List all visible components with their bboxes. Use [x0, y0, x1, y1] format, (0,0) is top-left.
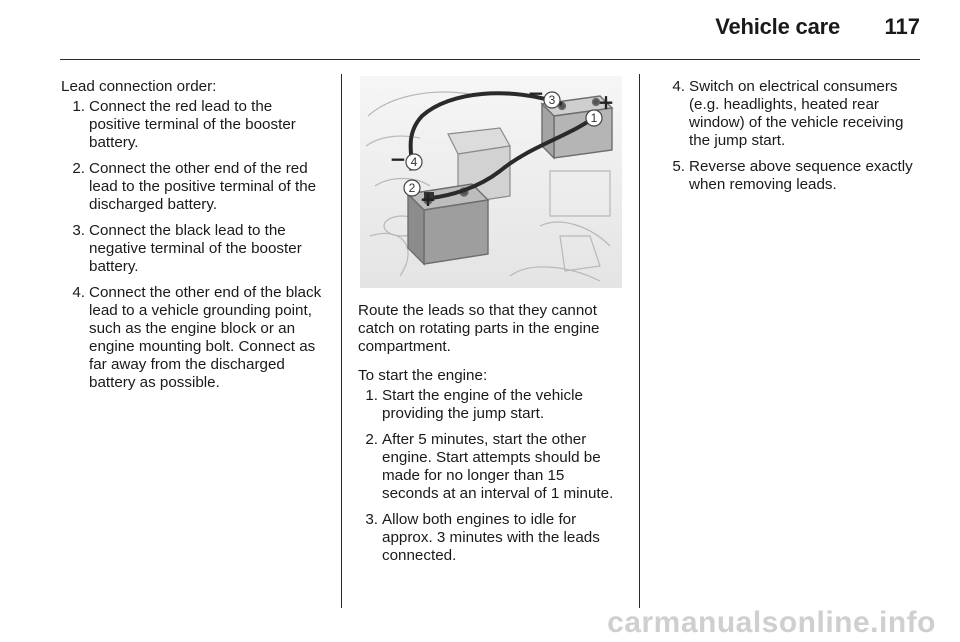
step-text: Connect the other end of the black lead to a vehicle grounding point, such as the engine block or an engine mounting bolt. Connect as far away from the discharged battery as possible. [89, 284, 322, 391]
step-text: Connect the other end of the red lead to the positive terminal of the discharged battery. [89, 160, 317, 213]
column-divider-right [639, 74, 640, 608]
step-number: 3. [365, 511, 378, 528]
engine-bay-drawing [360, 76, 622, 288]
header-page-number: 117 [884, 14, 920, 39]
callout-3 [544, 92, 560, 108]
step-text: Switch on electrical consumers (e.g. headlights, heated rear window) of the vehicle receiving the jump start. [689, 78, 904, 149]
continued-steps [665, 78, 927, 194]
svg-text:4: 4 [410, 155, 418, 169]
step-number: 3. [72, 222, 85, 239]
step-number: 1. [72, 98, 85, 115]
step-number: 2. [365, 431, 378, 448]
column-1 [61, 78, 326, 400]
column-2 [358, 302, 624, 573]
list-item [665, 158, 927, 194]
step-number: 4. [72, 284, 85, 301]
watermark: carmanualsonline.info [607, 606, 936, 639]
column-3 [665, 78, 927, 202]
step-text: Start the engine of the vehicle providing the jump start. [382, 387, 583, 422]
list-item [65, 98, 326, 152]
list-item [358, 387, 624, 423]
route-leads-text: Route the leads so that they cannot catch on rotating parts in the engine compartment. [358, 302, 600, 355]
header-section-title: Vehicle care [715, 14, 840, 39]
start-engine-steps [358, 387, 624, 565]
step-text: Allow both engines to idle for approx. 3 minutes with the leads connected. [382, 511, 600, 564]
step-number: 4. [672, 78, 685, 95]
column-divider-left [341, 74, 342, 608]
list-item [358, 431, 624, 503]
jump-start-illustration [360, 76, 622, 288]
svg-text:1: 1 [590, 111, 598, 125]
step-text: Connect the black lead to the negative terminal of the booster battery. [89, 222, 302, 275]
step-text: Reverse above sequence exactly when removing leads. [689, 158, 913, 193]
header-rule [60, 59, 920, 60]
step-number: 5. [672, 158, 685, 175]
list-item [358, 511, 624, 565]
callout-2 [404, 180, 420, 196]
lead-connection-intro: Lead connection order: [61, 78, 217, 95]
callout-4 [406, 154, 422, 170]
step-text: Connect the red lead to the positive terminal of the booster battery. [89, 98, 296, 151]
start-engine-intro: To start the engine: [358, 367, 488, 384]
step-number: 1. [365, 387, 378, 404]
svg-text:3: 3 [548, 93, 556, 107]
svg-text:2: 2 [408, 181, 416, 195]
lead-connection-steps [65, 98, 326, 392]
minus-sign-ground: − [389, 147, 407, 171]
list-item [65, 222, 326, 276]
list-item [65, 284, 326, 392]
step-number: 2. [72, 160, 85, 177]
step-text: After 5 minutes, start the other engine. Start attempts should be made for no longer than 15 seconds at an interval of 1 minute. [382, 431, 614, 502]
list-item [665, 78, 927, 150]
minus-sign-booster: − [527, 81, 545, 105]
plus-sign-booster: + [597, 90, 615, 114]
list-item [65, 160, 326, 214]
plus-sign-discharged: + [419, 187, 437, 211]
